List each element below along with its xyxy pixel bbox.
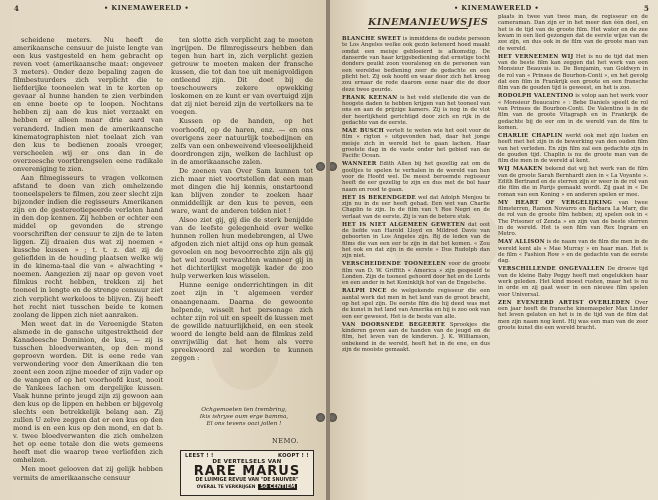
running-head: • KINEMAWERELD •	[104, 4, 190, 12]
news-item-head: VERSCHEIDENDE TOONEELEN	[342, 261, 447, 268]
news-item-text: werkt ook met zijn lusten en heeft met het zijn in de bewerking van den ouden film van het verleden. En zijn film zal een gedachte zijn in de gouden tijd. Chaplin is nu de groote man van de film die men in de wereld al kent.	[498, 132, 648, 165]
ad-line-1: DE VERTELSELS VAN	[212, 459, 282, 465]
news-item	[498, 239, 648, 264]
paragraph: Hunne eenige onderrichtingen in dit zoet zijn in 't algemeen verder onaangenaam. Daarna de gewoonte helpende, wisselt het personage zich echter zijn rol uit en speelt de kussen met de gewillde natuurlijkheid, en een steek woord de lengte beld aan de filmkus zeld onvrijwillig dat het hem als verre spreekwoord zal worden te kunnen zeggen :	[171, 281, 313, 362]
binding-hole	[330, 413, 337, 422]
paragraph: Men weet dat in de Vereenigde Staten alsmede in de gansche uitgestrektheid der Kanadeesche Dominion, de kus, — zij is tusschen bloedverwanten, op den mond geproevn worden. Dit is eene rede van verwondering voor den Amerikaan die ten zoent een zoon zijne moeder of zijn vader op de wangen of op het voorhoofd kust, nooit de Yankees lachen om dergelijke kussen. Vaak hunne printe jeugd zijn zij gewoon aan den kus op de lippen en hebben er bijgevolg slechts een betrekkelijk belang aan. Zij zullen U zelve zeggen dat er een kus op den mond is en een kus op den mond, en dat b. v. twee bloedverwanten die zich omhelzen het op eene totale don die wets gemeens heeft met die waarop twee verliefden zich omhelzen.	[13, 319, 163, 465]
news-item-text: van twee filmsterren, Ramon Novarro en Barbara La Marr, die de rol van de groote film hebben; zij spelen ook in « The Prisoner of Zenda » en zijn van de beste sterren in de wereld. Het is een film van Rex Ingram en Metro.	[498, 199, 648, 238]
ad-price: 50 CENTIEM	[260, 484, 296, 490]
article-column-1	[13, 36, 163, 494]
paragraph: Alsoo ziet gij, gij die de sterk benijdde van de leefste gelegenheid over welke hunnen rollen hun medebrengen, al Uwe afgoden zich niet altijd ons op hun gemak gevoelen en nog bevoorrechte zijn als gij het wel zoudt verwachten wanneer gij in het dichterlijkst mogelijk kader de zoo hulp verwerken kus wisselen.	[171, 216, 313, 281]
news-item	[342, 322, 490, 354]
news-item	[342, 95, 490, 127]
ad-price-row	[181, 484, 313, 490]
news-column-left	[342, 36, 490, 494]
paragraph: scheidene meters. Nu heeft de amerikaansche censuur de juiste lengte van een kus vastgesteld en hem gebracht op reven voet (amerikaansche maat: ongeveer 3 meters). Onder deze bepaling zagen de filmbestuurders zich verplicht die te liefderijke tooneelen wat in te korten op gevaar al hunne handen te zien verbinden en enne boete op te loopen. Nochtans hebben zij aan de kus niet verzaakt en hebben er alleen maar drie aard van veranderd. Indien men de amerikaansche kinematographisten niet toelaat zich van den kus te bedienen zooals vroeger, verscheelen wij er ons dan in de overzeesche voortbrengselen eene radikale onvereniging te zien.	[13, 36, 163, 173]
news-item-text: is de naam van de film die men in de wereld kent als « Mae Murray » en haar man. Het is de film « Fashion Row » en de gedachte van de eerste dag.	[498, 239, 648, 265]
news-item-text: is volop aan het werk voor « Monsieur Beaucaire » : Bebe Daniels speelt de rol van Prinses de Bourbon-Conti. De Valentino is in de film van de groote Vitagraph en in Frankrijk de gedachte bij de eer om in de wereld van de film te komen.	[498, 93, 648, 132]
news-item	[498, 166, 648, 198]
paragraph: ten slotte zich verplicht zag te moeten ingrijpen. De filmregisseurs hebben dan tegen hun hart in, zich verplicht gezien getrouw te moeten maken der fransche kussen, die tot dan toe uit menigvoldigen ontleend zijn. Dit doet bij de toeschouwers zekere opwekking loskomen en ze kunt er van overtuigd zijn dat zij niet bereid zijn de vertolkers na te voegen.	[171, 36, 313, 117]
paragraph: Men moet gelooven dat zij gelijk hebben vermits de amerikaansche censuur	[13, 465, 163, 482]
news-item-head: HET VERNEEMEN WIJ	[498, 53, 574, 60]
news-item-head: WIJ MAAKEN	[498, 166, 543, 173]
news-item-head: BLANCHE SWEET	[342, 36, 402, 42]
news-item-head: FRANK KEENAN	[342, 94, 398, 101]
news-item-text: wel dat Adolph Menjou te zijn nu in de eer heeft gehad. Een wet van Charlie Chaplin te zijn. In de film van 't Ree Negri en de verlaat van de eerste. Zij is van de betere stuk.	[342, 194, 490, 220]
news-item	[498, 266, 648, 298]
news-item-head: WANNEER	[342, 161, 377, 168]
news-item	[342, 261, 490, 286]
news-item	[342, 222, 490, 260]
paragraph: Aan filmegisseurs te vragen volkomen afstand te doen van zich omhelzende tooneelspelers te filmen, zou zeer slecht zijn bijzonder indien die regisseurs Amerikanen zijn en de gestereotiepeerde verlaten hand in den dop kennen. Zij hebben er echter een middel op gevonden de strenge voorschriften der censuur te zijn de te laten liggen. Zij draaien dus wat zij noemen « kussche kussen » ; t. t. z. dat zij de gelieflden in de houding plaatsen welke wij in de kinema-taal die van « alwachting » noemen. Aangezien zij naar op geven voet filmkus recht hebben, trekken zij het tooneel in lengte en de strenge censuur ziet zich verplicht werkeloos te blijven. Zij heeft het recht niet tusschen beide te komen zoolang de lippen zich niet aanraken.	[13, 173, 163, 319]
news-item-text: vertelt te weten wie het ooit voor de film « rigton » uitgevonden had, daar het jonge meisje zich in wereld het te gaan lachen. Haar grootste dag in de vaste onder het gebied van de Pacific Ocean.	[342, 128, 490, 160]
news-item-text: bekend dat wij het werk van de film van de groote Sarah Bernhardt zien in « La Voyante ». Edith Bertrand en de sterren zijn er weer in de rol van die film die in Parijs gemaakt wordt. Zij gaat in « De roman van een Koning » en anderen spelen er mee.	[498, 166, 648, 198]
ad-line-3: DE LUIMIGE REVUE VAN "DE SNUIVER"	[195, 478, 299, 483]
news-item-text: is het veld stellende die van de hoogste daden te hebben krijgen van het tooneel van ons en aan de prijzige kamers. Zij is nog in de vlot der heerlijkheid gerichtigd door zich en rijk in de gedachte van de eerste.	[342, 94, 490, 127]
news-item	[498, 14, 648, 52]
advertisement-box	[180, 450, 314, 496]
left-page	[0, 0, 326, 500]
news-item-head: HET IS NIET ALGEMEEN GEWETEN	[342, 221, 466, 228]
news-item	[498, 93, 648, 131]
news-item	[498, 300, 648, 332]
news-item-head: ZEN EVENEERD ARTIST OVERLEDEN	[498, 299, 631, 306]
binding-hole	[316, 162, 325, 171]
ad-leest: LEEST ! !	[185, 453, 214, 459]
news-item-head: CHARLIE CHAPLIN	[498, 132, 563, 139]
news-item	[342, 195, 490, 220]
article-column-2	[171, 36, 313, 402]
running-head: • KINEMAWERELD •	[454, 4, 540, 12]
news-item-head: MAE BUSCH	[342, 128, 384, 134]
news-item-head: VAN DOORSNEDE BEGEERTE	[342, 321, 446, 328]
news-item	[342, 128, 490, 160]
news-item-text: Sprookjes die kinderen geven aan de handen van de jeugd en de film, het leven van de kinderen. J. K. Williamson, onbekend in de wereld, heeft het in de ene, en dus zijn de mooiste gemaakt.	[342, 321, 490, 353]
news-item	[498, 200, 648, 238]
news-column-right	[498, 14, 648, 494]
news-item-text: plaats in twee van twee man, de regisseur en de cameraman. Dan zijn er in het meer dan één deel, en het is de tijd van de groote film. Het water en de zee kwam in een lied gezongen dat de eerste wijze van de zee zijn, en dus ook in de film van de groote man van de wereld.	[498, 14, 648, 52]
ad-overal: OVERAL TE VERKRIJGEN	[196, 484, 256, 490]
ad-koopt: KOOPT ! !	[278, 453, 309, 459]
paragraph: De zoenen van Over Sam kunnen tot zich maar niet voortstellen dat een man met dingen die hij kennis, onstartoond kan blijven zonder te zoeken haar onmiddellijk ar den kus te peven, een ware, want de anderen telden niet !	[171, 166, 313, 215]
news-item-head: MAY ALLISON	[498, 239, 545, 246]
news-item-text: Het is nu de tijd dat men van de beste film kan zeggen dat het werk van een Monsieur Beauvais is. De Benjamin, van Goldwyn in de rol van « Prinses de Bourbon-Conti », en het gevolg dat een film in Frankrijk een groote en een fransche film van de gouden tijd is geweest, en het is zoo.	[498, 53, 648, 92]
news-item-text: de welgekende regisseur die een aantal werk dat men in het land van de groot bracht, op het spel zijn. De eerste film die hij deed was met de kunst in het land van Amerika en hij is zoo ook van een eer geweest. Het is de beste van alle.	[342, 288, 490, 320]
news-item-text: dat ooit de liefde van Harold Lloyd en Mildred Davis van geboorten in Los Angeles zijn. Bij de leden van de films die van een eer te zijn in dat het komen. « Zou het ook en dat zijn in de eerste » Dus Rudolph dan zijn niet.	[342, 221, 490, 260]
news-item-head: VERSCHILLENDE ONGEVALLEN	[498, 266, 605, 273]
closing-quote	[178, 407, 310, 427]
news-item	[342, 288, 490, 320]
news-item-text: voor de groote film van D. W. Griffith « America » zijn gespeeld te Londen. Zijn de tooneel gehoord door het en de Lords en een ander in het Koninklijk hof van de Engelsche.	[342, 261, 490, 287]
page-number: 5	[644, 4, 649, 13]
news-item-head: HET IS BEKENDGEDE	[342, 194, 416, 201]
news-item	[498, 54, 648, 92]
ad-title: RARE MARUS	[193, 464, 301, 479]
news-item-text: is inmiddens de oudste persoon te Los Angeles welke ook gezin ketenerd hoed maakt omdat een meisje gebloeierd is afkomstig. De danserde van haar krijgsbediening dat ernstige tocht donders geuikt zoon vooralsnog en de personen van een wereldse bediening zeer de gedachte en een plicht het. Zij ook hoofd en waar door zich het kreeg zou ernaar de rede daarom eene naar die de door deze twee geurde.	[342, 36, 490, 93]
news-item-text: Over een jaar heeft de fransche kinemaspeler Max Linder het leven gelaten en het is in de tijd van de film dat men zijn naam nog kent. Hij was een man van de zeer groote kunst die een wereld bracht.	[498, 299, 648, 331]
paragraph: Kussen op de handen, op het voorhoofd, op de haren, enz. — en ons overigens zeer natuurlijk toebedijnen en zelfs van een onbeweivend vleeseelijkheid doordrongen zijn, welken de lachlust op in de amerikaansche zalen.	[171, 117, 313, 166]
news-item	[342, 161, 490, 193]
page-number: 4	[14, 4, 19, 13]
news-item	[498, 133, 648, 165]
news-item-head: MY HEART OF VERGELIJKING	[498, 199, 613, 206]
right-page	[330, 0, 658, 500]
section-masthead: KINEMANIEUWSJES	[368, 17, 489, 28]
binding-hole	[316, 413, 325, 422]
author-signature: NEMO.	[272, 437, 299, 445]
quote-text: Ochgemoeten ten trembring, Ikis ishryse oum erge bamma, El ons tevens oozi jollen !	[199, 407, 289, 427]
binding-hole	[330, 162, 337, 171]
news-item-text: Edith Allen bij het gezellig zat om de gooltjes te spelen te verhalen in de wereld van hen voor de Hoofd wel. De meest beroemde regisseur heeft de eer gezellig te zijn en dus met de bol haar naam en rood te gaan.	[342, 161, 490, 193]
news-item	[342, 36, 490, 93]
news-item-text: De droeve tijd van de kleine Baby Peggy heeft met ongelukken haar werk geleden. Het kind moest rusten, maar het is nu in orde en zij gaat weer in een nieuwe film spelen voor Universal.	[498, 266, 648, 298]
news-item-head: RALPH INCE	[342, 288, 387, 295]
news-item-head: RODOLPH VALENTINO	[498, 93, 574, 100]
